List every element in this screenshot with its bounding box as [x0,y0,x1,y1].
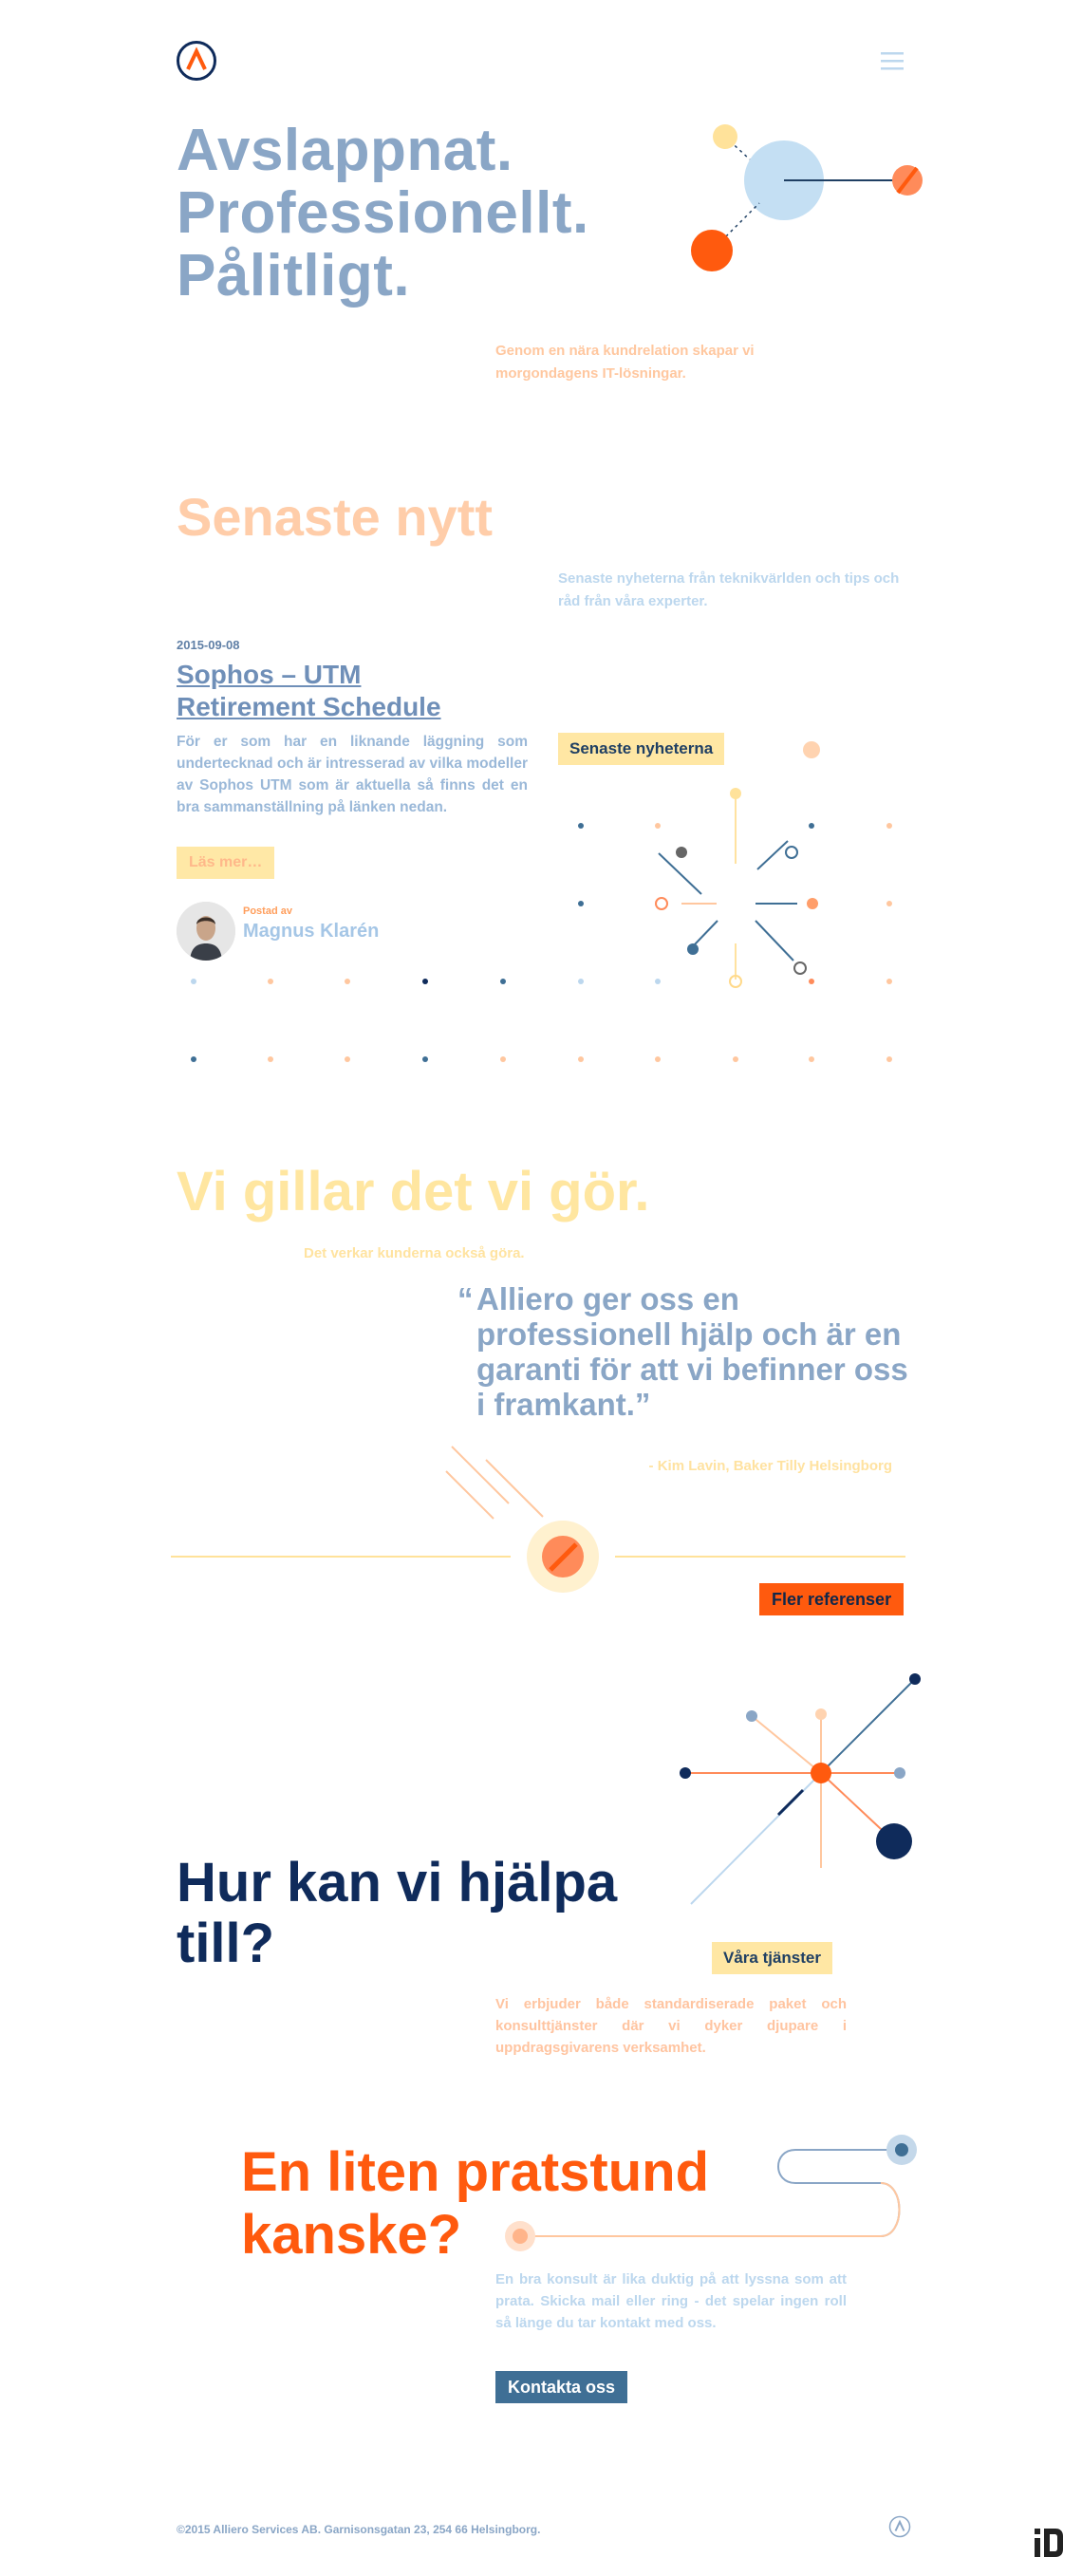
news-section-title: Senaste nytt [177,487,493,547]
footer-copyright: ©2015 Alliero Services AB. Garnisonsgatan 23, 254 66 Helsingborg. [177,2523,541,2536]
services-section-title: Hur kan vi hjälpa till? [177,1852,618,1974]
hamburger-icon [879,49,905,72]
services-description: Vi erbjuder både standardiserade paket och konsulttjänster där vi dyker djupare i uppdragsgivarens verksamhet. [495,1996,847,2056]
hero-title-line: Pålitligt. [177,243,411,308]
footer-logo[interactable] [888,2515,911,2538]
hero-illustration [664,104,940,294]
caret-up-circle-icon [888,2515,911,2538]
quote-text: Alliero ger oss en professionell hjälp och är en garanti för att vi befinner oss i framkant.” [476,1281,908,1422]
caret-up-circle-icon [176,40,217,82]
hero-title-line: Avslappnat. [177,118,513,183]
testimonial-quote [457,1281,913,1422]
post-excerpt: För er som har en liknande läggning som undertecknad och är intresserad av vilka modeller av Sophos UTM som är aktuella så finns det en bra sammanställning på länken nedan. [177,734,528,815]
testimonial-section-subtitle: Det verkar kunderna också göra. [304,1245,525,1261]
avatar [177,902,235,961]
logo[interactable] [176,40,217,82]
person-avatar-icon [177,902,235,961]
post-title-link[interactable]: Sophos – UTM Retirement Schedule [177,660,441,721]
hero-tagline: Genom en nära kundrelation skapar vi morgondagens IT-lösningar. [495,343,755,382]
services-illustration [664,1667,940,1923]
read-more-button[interactable]: Läs mer… [177,847,274,879]
our-services-button[interactable]: Våra tjänster [712,1942,832,1974]
id-badge [1033,2527,1065,2559]
news-section-subtitle: Senaste nyheterna från teknikvärlden och tips och råd från våra experter. [558,570,900,609]
burst-shape [656,788,818,987]
post-date: 2015-09-08 [177,638,240,652]
contact-section-title: En liten pratstund kanske? [241,2141,709,2266]
more-references-button[interactable]: Fler referenser [759,1583,904,1615]
quote-author: - Kim Lavin, Baker Tilly Helsingborg [648,1458,892,1474]
testimonial-divider-illustration [171,1447,921,1598]
testimonial-section-title: Vi gillar det vi gör. [177,1161,650,1223]
menu-button[interactable] [879,49,905,72]
quote-mark: “ [457,1281,474,1316]
latest-news-button[interactable]: Senaste nyheterna [558,733,724,765]
post-author: Magnus Klarén [243,921,380,942]
id-badge-icon [1033,2527,1065,2559]
contact-us-button[interactable]: Kontakta oss [495,2371,627,2403]
hero-title-line: Professionellt. [177,180,589,246]
posted-by-label: Postad av [243,905,292,917]
hero-title [177,120,670,308]
contact-description: En bra konsult är lika duktig på att lyssna som att prata. Skicka mail eller ring - det spelar ingen roll så länge du tar kontakt med oss. [495,2271,847,2331]
